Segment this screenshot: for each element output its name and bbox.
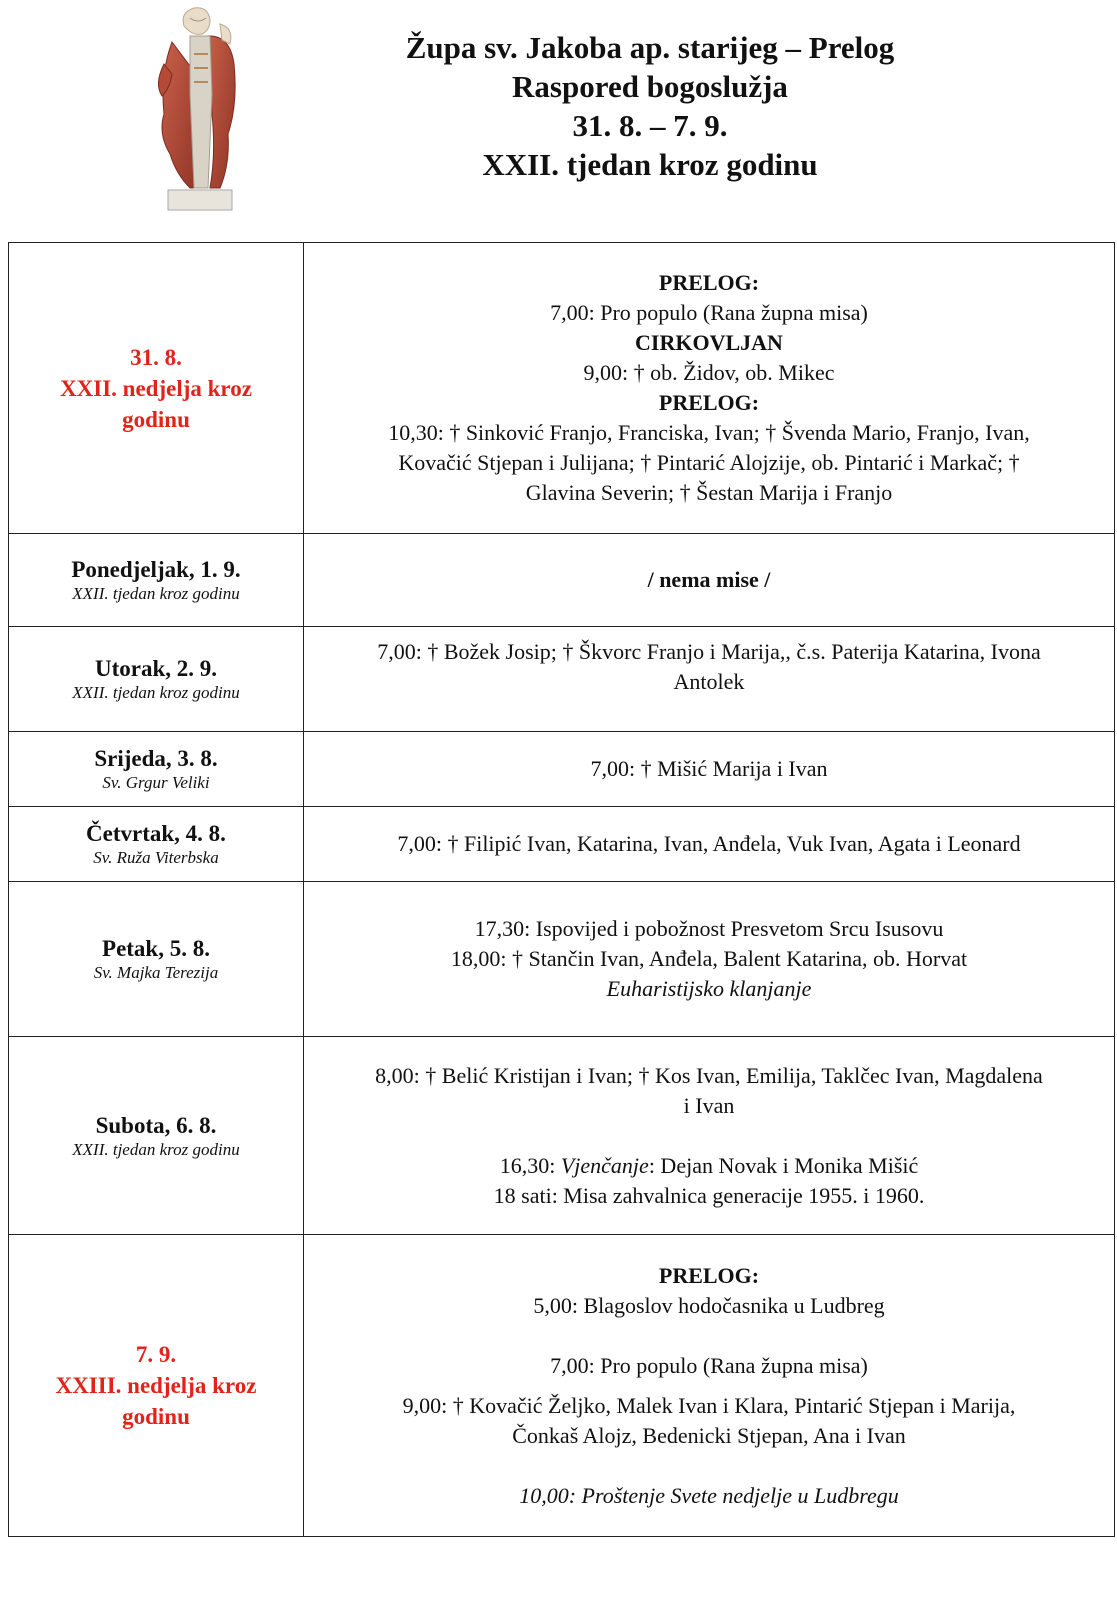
mass-entry: 8,00: † Belić Kristijan i Ivan; † Kos Ivan, Emilija, Taklčec Ivan, Magdalena (375, 1062, 1043, 1088)
mass-entry: 5,00: Blagoslov hodočasnika u Ludbreg (533, 1292, 885, 1318)
schedule-title: Raspored bogoslužja (512, 69, 788, 104)
location-heading: PRELOG: (658, 390, 760, 415)
day-name: Utorak, 2. 9. (94, 656, 218, 681)
page-header (0, 0, 1117, 230)
day-cell (9, 627, 304, 732)
day-cell (9, 534, 304, 627)
day-feast: Sv. Grgur Veliki (102, 773, 210, 792)
no-mass-note: / nema mise / (647, 567, 771, 592)
day-name: Ponedjeljak, 1. 9. (71, 557, 241, 582)
mass-entry: 9,00: † ob. Židov, ob. Mikec (583, 360, 835, 385)
day-feast: XXII. tjedan kroz godinu (72, 683, 240, 702)
mass-entry: 7,00: Pro populo (Rana župna misa) (550, 300, 868, 325)
schedule-cell (304, 243, 1115, 534)
day-cell (9, 882, 304, 1037)
table-row (9, 1235, 1115, 1537)
mass-entry: 10,30: † Sinković Franjo, Franciska, Ivan; † Švenda Mario, Franjo, Ivan, (388, 420, 1030, 445)
sunday-name-cont: godinu (122, 1404, 190, 1429)
mass-entry: 17,30: Ispovijed i pobožnost Presvetom Srcu Isusovu (474, 916, 944, 941)
table-row (9, 807, 1115, 882)
liturgical-week: XXII. tjedan kroz godinu (482, 147, 818, 182)
mass-entry: 7,00: † Mišić Marija i Ivan (590, 756, 828, 781)
day-feast: Sv. Majka Terezija (93, 963, 219, 982)
schedule-cell (304, 627, 1115, 732)
mass-entry: i Ivan (683, 1092, 735, 1118)
pilgrimage-note: 10,00: Proštenje Svete nedjelje u Ludbregu (519, 1482, 899, 1508)
schedule-cell (304, 1235, 1115, 1537)
table-row (9, 1037, 1115, 1235)
table-row (9, 732, 1115, 807)
wedding-couple: : Dejan Novak i Monika Mišić (648, 1152, 919, 1178)
wedding-time: 16,30: (499, 1152, 556, 1178)
mass-schedule-table (8, 242, 1115, 1537)
sunday-name: XXIII. nedjelja kroz (55, 1373, 257, 1398)
mass-entry: Glavina Severin; † Šestan Marija i Franjo (525, 480, 893, 505)
adoration-note: Euharistijsko klanjanje (606, 976, 812, 1001)
mass-entry: 7,00: † Filipić Ivan, Katarina, Ivan, Anđela, Vuk Ivan, Agata i Leonard (397, 831, 1021, 856)
mass-entry: Kovačić Stjepan i Julijana; † Pintarić Alojzije, ob. Pintarić i Markač; † (398, 450, 1020, 475)
wedding-entry (310, 1151, 1108, 1181)
spacer (310, 1451, 1108, 1481)
day-feast: Sv. Ruža Viterbska (93, 848, 219, 867)
spacer (310, 1381, 1108, 1391)
sunday-name: XXII. nedjelja kroz (60, 375, 252, 401)
sunday-name-cont: godinu (122, 406, 190, 432)
day-feast: XXII. tjedan kroz godinu (72, 1139, 240, 1159)
day-name: Srijeda, 3. 8. (94, 746, 218, 771)
schedule-cell (304, 732, 1115, 807)
parish-name: Župa sv. Jakoba ap. starijeg – Prelog (405, 30, 895, 65)
mass-entry: 7,00: † Božek Josip; † Škvorc Franjo i Marija,, č.s. Paterija Katarina, Ivona (377, 639, 1041, 664)
day-cell (9, 807, 304, 882)
mass-entry: Čonkaš Alojz, Bedenicki Stjepan, Ana i Ivan (512, 1422, 906, 1448)
header-titles (300, 28, 1000, 184)
table-row (9, 534, 1115, 627)
day-name: Subota, 6. 8. (95, 1112, 217, 1138)
date-range: 31. 8. – 7. 9. (572, 108, 728, 143)
sunday-date: 31. 8. (130, 344, 182, 370)
table-row (9, 882, 1115, 1037)
mass-entry: 9,00: † Kovačić Željko, Malek Ivan i Klara, Pintarić Stjepan i Marija, (402, 1392, 1016, 1418)
day-feast: XXII. tjedan kroz godinu (72, 584, 240, 603)
day-cell (9, 732, 304, 807)
wedding-label: Vjenčanje (560, 1152, 649, 1178)
sunday-date: 7. 9. (135, 1342, 177, 1367)
day-name: Petak, 5. 8. (102, 936, 210, 961)
location-heading: PRELOG: (658, 1262, 760, 1288)
table-row (9, 627, 1115, 732)
schedule-cell (304, 882, 1115, 1037)
day-cell (9, 1037, 304, 1235)
mass-entry: 18,00: † Stančin Ivan, Anđela, Balent Katarina, ob. Horvat (450, 946, 968, 971)
spacer (310, 1121, 1108, 1151)
day-name: Četvrtak, 4. 8. (86, 821, 226, 846)
spacer (310, 1321, 1108, 1351)
schedule-cell (304, 534, 1115, 627)
mass-entry: Antolek (673, 669, 745, 694)
schedule-cell (304, 807, 1115, 882)
mass-entry: 7,00: Pro populo (Rana župna misa) (550, 1352, 868, 1378)
mass-entry: 18 sati: Misa zahvalnica generacije 1955. i 1960. (493, 1182, 925, 1208)
schedule-cell (304, 1037, 1115, 1235)
saint-james-statue-image (150, 4, 250, 212)
table-row (9, 243, 1115, 534)
location-heading: PRELOG: (658, 270, 760, 295)
location-heading: CIRKOVLJAN (635, 330, 783, 355)
day-cell (9, 1235, 304, 1537)
day-cell (9, 243, 304, 534)
